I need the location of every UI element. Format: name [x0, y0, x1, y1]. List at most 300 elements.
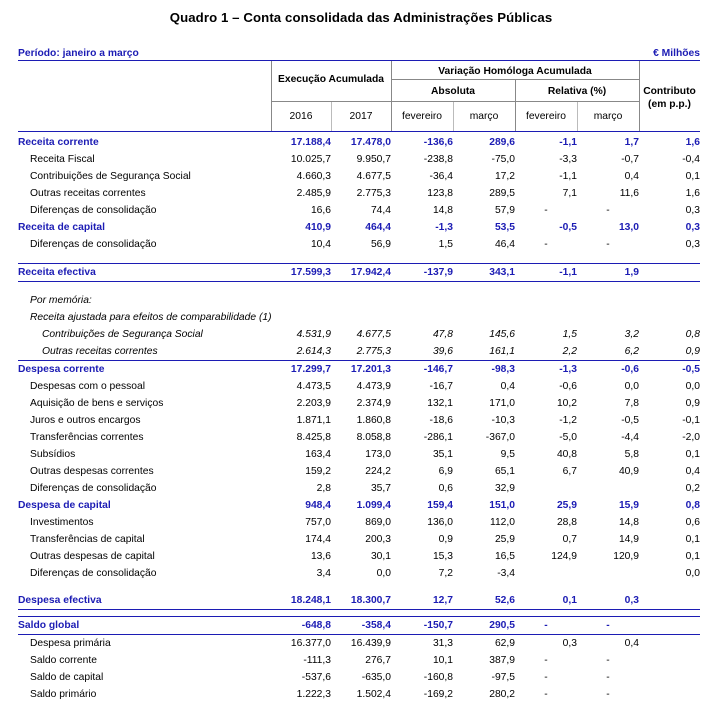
table-row: [18, 378, 700, 395]
cell-value: 16,5: [494, 551, 515, 562]
cell-value: 280,2: [489, 689, 515, 700]
cell-value: -: [606, 689, 610, 700]
cell-value: 17.188,4: [290, 137, 331, 148]
cell-value: 31,3: [391, 635, 453, 653]
cell-value: 74,4: [370, 205, 391, 216]
row-label: Outras despesas de capital: [30, 551, 155, 562]
cell-value: 13,0: [618, 222, 639, 233]
cell-value: -136,6: [423, 137, 453, 148]
row-label: Receita ajustada para efeitos de comparabilidade (1): [30, 312, 272, 323]
cell-value: -1,1: [515, 264, 577, 282]
cell-value: 2,2: [562, 346, 577, 357]
cell-value: -: [544, 239, 548, 250]
row-label: Contribuições de Segurança Social: [30, 171, 191, 182]
cell-value: 1,7: [624, 137, 639, 148]
cell-value: 289,6: [489, 137, 515, 148]
cell-value: 2.775,3: [356, 188, 391, 199]
table-row: [18, 361, 700, 379]
cell-value: -97,5: [491, 672, 515, 683]
cell-value: 0,4: [577, 635, 639, 653]
cell-value: 0,4: [500, 381, 515, 392]
table-row: [18, 480, 700, 497]
cell-value: -169,2: [423, 689, 453, 700]
cell-value: 14,8: [432, 205, 453, 216]
cell-value: -10,3: [491, 415, 515, 426]
cell-value: -160,8: [423, 672, 453, 683]
cell-value: 2.614,3: [296, 346, 331, 357]
cell-value: 112,0: [489, 517, 515, 528]
cell-value: -0,6: [577, 361, 639, 379]
cell-value: 869,0: [365, 517, 391, 528]
cell-value: -0,4: [682, 154, 700, 165]
cell-value: 0,3: [685, 222, 700, 233]
header-absoluta: Absoluta: [430, 86, 476, 97]
cell-value: [577, 309, 639, 326]
cell-value: [639, 686, 700, 703]
cell-value: 0,3: [685, 205, 700, 216]
cell-value: 4.660,3: [296, 171, 331, 182]
cell-value: 757,0: [305, 517, 331, 528]
cell-value: 124,9: [551, 551, 577, 562]
table-row: [18, 412, 700, 429]
spacer-row: [18, 282, 700, 293]
cell-value: [515, 565, 577, 582]
table-row: [18, 343, 700, 361]
row-label: Saldo de capital: [30, 672, 104, 683]
table-row: [18, 429, 700, 446]
cell-value: [577, 565, 639, 582]
cell-value: 464,4: [365, 222, 391, 233]
cell-value: 47,8: [432, 329, 453, 340]
cell-value: -635,0: [361, 672, 391, 683]
cell-value: 7,2: [438, 568, 453, 579]
cell-value: 9.950,7: [356, 154, 391, 165]
cell-value: 17.299,7: [271, 361, 331, 379]
cell-value: 6,7: [562, 466, 577, 477]
cell-value: -98,3: [453, 361, 515, 379]
cell-value: 145,6: [489, 329, 515, 340]
cell-value: 0,1: [685, 449, 700, 460]
cell-value: 387,9: [489, 655, 515, 666]
cell-value: 32,9: [494, 483, 515, 494]
cell-value: -1,1: [559, 137, 577, 148]
cell-value: 15,3: [432, 551, 453, 562]
spacer-row: [18, 253, 700, 264]
row-label: Receita efectiva: [18, 264, 271, 282]
table-row: [18, 134, 700, 151]
table-title: Quadro 1 – Conta consolidada das Administrações Públicas: [169, 10, 553, 25]
cell-value: 173,0: [365, 449, 391, 460]
cell-value: 2.775,3: [356, 346, 391, 357]
cell-value: -146,7: [391, 361, 453, 379]
table-row: [18, 635, 700, 653]
cell-value: [331, 292, 391, 309]
cell-value: [639, 309, 700, 326]
cell-value: 343,1: [453, 264, 515, 282]
table-row: [18, 669, 700, 686]
cell-value: 0,1: [685, 534, 700, 545]
cell-value: -4,4: [621, 432, 639, 443]
cell-value: 14,9: [618, 534, 639, 545]
cell-value: 10,1: [432, 655, 453, 666]
cell-value: 0,9: [438, 534, 453, 545]
header-bottom-rule: [18, 131, 700, 132]
header-top-rule: [18, 60, 700, 61]
table-row: [18, 565, 700, 582]
row-label: Saldo corrente: [30, 655, 97, 666]
row-label: Despesa de capital: [18, 500, 111, 511]
cell-value: 3,4: [316, 568, 331, 579]
cell-value: 120,9: [613, 551, 639, 562]
cell-value: -358,4: [331, 617, 391, 635]
spacer-row: [18, 582, 700, 592]
cell-value: -3,3: [559, 154, 577, 165]
spacer-row: [18, 610, 700, 617]
row-label: Subsídios: [30, 449, 76, 460]
cell-value: [639, 635, 700, 653]
cell-value: 6,9: [438, 466, 453, 477]
cell-value: 28,8: [556, 517, 577, 528]
row-label: Diferenças de consolidação: [30, 483, 157, 494]
account-table: [18, 134, 700, 703]
cell-value: 62,9: [453, 635, 515, 653]
cell-value: 53,5: [494, 222, 515, 233]
cell-value: 3,2: [624, 329, 639, 340]
table-row: [18, 592, 700, 610]
cell-value: 0,1: [685, 551, 700, 562]
cell-value: 0,0: [685, 568, 700, 579]
cell-value: -286,1: [423, 432, 453, 443]
row-label: Despesas com o pessoal: [30, 381, 146, 392]
row-label: Saldo global: [18, 617, 271, 635]
cell-value: -: [515, 617, 577, 635]
cell-value: 0,3: [685, 239, 700, 250]
cell-value: 40,8: [556, 449, 577, 460]
cell-value: 0,7: [562, 534, 577, 545]
table-row: [18, 151, 700, 168]
cell-value: 1.099,4: [356, 500, 391, 511]
cell-value: -: [544, 205, 548, 216]
cell-value: 2.374,9: [356, 398, 391, 409]
cell-value: -150,7: [391, 617, 453, 635]
cell-value: [391, 292, 453, 309]
cell-value: 159,4: [427, 500, 453, 511]
row-label: Despesa efectiva: [18, 592, 271, 610]
row-label: Aquisição de bens e serviços: [30, 398, 164, 409]
cell-value: 16,6: [310, 205, 331, 216]
table-row: [18, 686, 700, 703]
cell-value: 13,6: [310, 551, 331, 562]
cell-value: 4.531,9: [296, 329, 331, 340]
row-label: Transferências de capital: [30, 534, 145, 545]
cell-value: 35,7: [370, 483, 391, 494]
cell-value: 0,8: [685, 329, 700, 340]
cell-value: [515, 480, 577, 497]
cell-value: 1,9: [577, 264, 639, 282]
row-label: Outras receitas correntes: [30, 188, 146, 199]
table-row: [18, 326, 700, 343]
cell-value: 10,4: [310, 239, 331, 250]
cell-value: 948,4: [305, 500, 331, 511]
row-label: Receita Fiscal: [30, 154, 95, 165]
header-contributo: Contributo: [643, 86, 696, 97]
table-row: [18, 185, 700, 202]
cell-value: 17,2: [494, 171, 515, 182]
cell-value: -: [606, 239, 610, 250]
cell-value: 0,3: [577, 592, 639, 610]
cell-value: -0,5: [639, 361, 700, 379]
header-variacao: Variação Homóloga Acumulada: [438, 66, 592, 77]
cell-value: 1.860,8: [356, 415, 391, 426]
cell-value: 1.502,4: [356, 689, 391, 700]
cell-value: [391, 309, 453, 326]
cell-value: [639, 292, 700, 309]
cell-value: 35,1: [432, 449, 453, 460]
cell-value: -111,3: [303, 655, 331, 666]
cell-value: -75,0: [491, 154, 515, 165]
cell-value: 17.942,4: [331, 264, 391, 282]
row-label: Despesa primária: [18, 635, 271, 653]
cell-value: -648,8: [271, 617, 331, 635]
cell-value: -2,0: [682, 432, 700, 443]
cell-value: 4.677,5: [356, 329, 391, 340]
cell-value: [639, 264, 700, 282]
cell-value: 25,9: [556, 500, 577, 511]
cell-value: 289,5: [489, 188, 515, 199]
cell-value: 0,0: [624, 381, 639, 392]
cell-value: 159,2: [305, 466, 331, 477]
row-label: Despesa corrente: [18, 361, 271, 379]
cell-value: 7,8: [624, 398, 639, 409]
cell-value: -3,4: [497, 568, 515, 579]
cell-value: -0,5: [559, 222, 577, 233]
cell-value: -: [606, 205, 610, 216]
cell-value: 132,1: [427, 398, 453, 409]
cell-value: 10,2: [556, 398, 577, 409]
header-fev-abs: fevereiro: [401, 111, 443, 122]
cell-value: 16.439,9: [331, 635, 391, 653]
cell-value: 290,5: [453, 617, 515, 635]
cell-value: 4.473,5: [296, 381, 331, 392]
cell-value: [577, 292, 639, 309]
cell-value: 8.058,8: [356, 432, 391, 443]
header-year-2017: 2017: [349, 111, 373, 122]
header-year-2016: 2016: [289, 111, 313, 122]
cell-value: -0,7: [621, 154, 639, 165]
cell-value: 2.485,9: [296, 188, 331, 199]
table-row: [18, 617, 700, 635]
cell-value: 0,9: [685, 398, 700, 409]
header-exec-acumulada: Execução Acumulada: [277, 74, 385, 85]
cell-value: -: [606, 655, 610, 666]
row-label: Investimentos: [30, 517, 94, 528]
cell-value: [639, 669, 700, 686]
cell-value: 410,9: [305, 222, 331, 233]
header-mar-abs: março: [469, 111, 499, 122]
cell-value: 0,6: [438, 483, 453, 494]
cell-value: 8.425,8: [296, 432, 331, 443]
cell-value: 30,1: [370, 551, 391, 562]
cell-value: [515, 309, 577, 326]
period-label: Período: janeiro a março: [18, 48, 139, 59]
cell-value: 9,5: [500, 449, 515, 460]
row-label: Juros e outros encargos: [30, 415, 141, 426]
cell-value: [453, 292, 515, 309]
cell-value: -367,0: [485, 432, 515, 443]
cell-value: 163,4: [305, 449, 331, 460]
cell-value: [271, 309, 331, 326]
cell-value: 12,7: [391, 592, 453, 610]
table-row: [18, 168, 700, 185]
row-label: Outras receitas correntes: [42, 346, 158, 357]
table-row: [18, 497, 700, 514]
cell-value: 123,8: [427, 188, 453, 199]
cell-value: 40,9: [618, 466, 639, 477]
cell-value: 4.677,5: [356, 171, 391, 182]
table-row: [18, 236, 700, 253]
cell-value: 0,4: [685, 466, 700, 477]
header-mar-rel: março: [593, 111, 623, 122]
cell-value: 0,0: [685, 381, 700, 392]
cell-value: 39,6: [432, 346, 453, 357]
table-row: [18, 202, 700, 219]
cell-value: 0,9: [685, 346, 700, 357]
cell-value: -16,7: [429, 381, 453, 392]
cell-value: 14,8: [618, 517, 639, 528]
cell-value: -0,5: [621, 415, 639, 426]
cell-value: -: [544, 689, 548, 700]
cell-value: [577, 480, 639, 497]
cell-value: [453, 309, 515, 326]
cell-value: 224,2: [365, 466, 391, 477]
cell-value: 136,0: [427, 517, 453, 528]
cell-value: 52,6: [453, 592, 515, 610]
cell-value: 5,8: [624, 449, 639, 460]
cell-value: 65,1: [494, 466, 515, 477]
cell-value: -5,0: [559, 432, 577, 443]
cell-value: 56,9: [370, 239, 391, 250]
cell-value: 1.222,3: [296, 689, 331, 700]
cell-value: [639, 652, 700, 669]
cell-value: [639, 592, 700, 610]
cell-value: -: [544, 655, 548, 666]
header-contributo-unit: (em p.p.): [648, 99, 691, 110]
table-row: [18, 652, 700, 669]
cell-value: 0,6: [685, 517, 700, 528]
cell-value: 18.248,1: [271, 592, 331, 610]
cell-value: -1,3: [515, 361, 577, 379]
cell-value: 2,8: [316, 483, 331, 494]
cell-value: 0,4: [624, 171, 639, 182]
cell-value: 1,6: [685, 188, 700, 199]
table-row: [18, 514, 700, 531]
table-row: [18, 446, 700, 463]
row-label: Transferências correntes: [30, 432, 144, 443]
cell-value: 0,1: [685, 171, 700, 182]
cell-value: 1,6: [685, 137, 700, 148]
cell-value: 171,0: [489, 398, 515, 409]
cell-value: 25,9: [494, 534, 515, 545]
table-row: [18, 264, 700, 282]
table-row: [18, 395, 700, 412]
table-row: [18, 309, 700, 326]
cell-value: -137,9: [391, 264, 453, 282]
cell-value: -1,3: [435, 222, 453, 233]
row-label: Saldo primário: [30, 689, 97, 700]
cell-value: 17.478,0: [350, 137, 391, 148]
cell-value: 6,2: [624, 346, 639, 357]
cell-value: -: [544, 672, 548, 683]
cell-value: 17.599,3: [271, 264, 331, 282]
cell-value: 15,9: [618, 500, 639, 511]
cell-value: -1,2: [559, 415, 577, 426]
row-label: Receita de capital: [18, 222, 105, 233]
table-row: [18, 531, 700, 548]
row-label: Diferenças de consolidação: [30, 205, 157, 216]
cell-value: 0,0: [376, 568, 391, 579]
row-label: Contribuições de Segurança Social: [42, 329, 203, 340]
row-label: Por memória:: [30, 295, 92, 306]
cell-value: 0,1: [515, 592, 577, 610]
units-label: € Milhões: [653, 48, 700, 59]
table-row: [18, 548, 700, 565]
cell-value: 174,4: [305, 534, 331, 545]
cell-value: [331, 309, 391, 326]
cell-value: -: [577, 617, 639, 635]
cell-value: 1.871,1: [296, 415, 331, 426]
cell-value: -0,6: [559, 381, 577, 392]
cell-value: -238,8: [423, 154, 453, 165]
cell-value: 10.025,7: [290, 154, 331, 165]
cell-value: [271, 292, 331, 309]
header-relativa: Relativa (%): [547, 86, 607, 97]
table-row: [18, 463, 700, 480]
cell-value: 1,5: [562, 329, 577, 340]
header-fev-rel: fevereiro: [525, 111, 567, 122]
row-label: Receita corrente: [18, 137, 99, 148]
cell-value: 2.203,9: [296, 398, 331, 409]
cell-value: 276,7: [365, 655, 391, 666]
cell-value: 1,5: [438, 239, 453, 250]
cell-value: -: [606, 672, 610, 683]
cell-value: 17.201,3: [331, 361, 391, 379]
row-label: Diferenças de consolidação: [30, 239, 157, 250]
row-label: Outras despesas correntes: [30, 466, 154, 477]
cell-value: 0,3: [515, 635, 577, 653]
table-row: [18, 219, 700, 236]
cell-value: 46,4: [494, 239, 515, 250]
cell-value: 161,1: [489, 346, 515, 357]
cell-value: -537,6: [301, 672, 331, 683]
cell-value: 0,8: [685, 500, 700, 511]
cell-value: 16.377,0: [271, 635, 331, 653]
cell-value: 7,1: [562, 188, 577, 199]
cell-value: -1,1: [559, 171, 577, 182]
cell-value: 4.473,9: [356, 381, 391, 392]
cell-value: [515, 292, 577, 309]
cell-value: -18,6: [429, 415, 453, 426]
cell-value: 18.300,7: [331, 592, 391, 610]
cell-value: -0,1: [682, 415, 700, 426]
cell-value: 57,9: [494, 205, 515, 216]
cell-value: -36,4: [429, 171, 453, 182]
cell-value: 200,3: [365, 534, 391, 545]
table-row: [18, 292, 700, 309]
header-divider: [391, 79, 639, 80]
cell-value: [639, 617, 700, 635]
row-label: Diferenças de consolidação: [30, 568, 157, 579]
cell-value: 151,0: [489, 500, 515, 511]
